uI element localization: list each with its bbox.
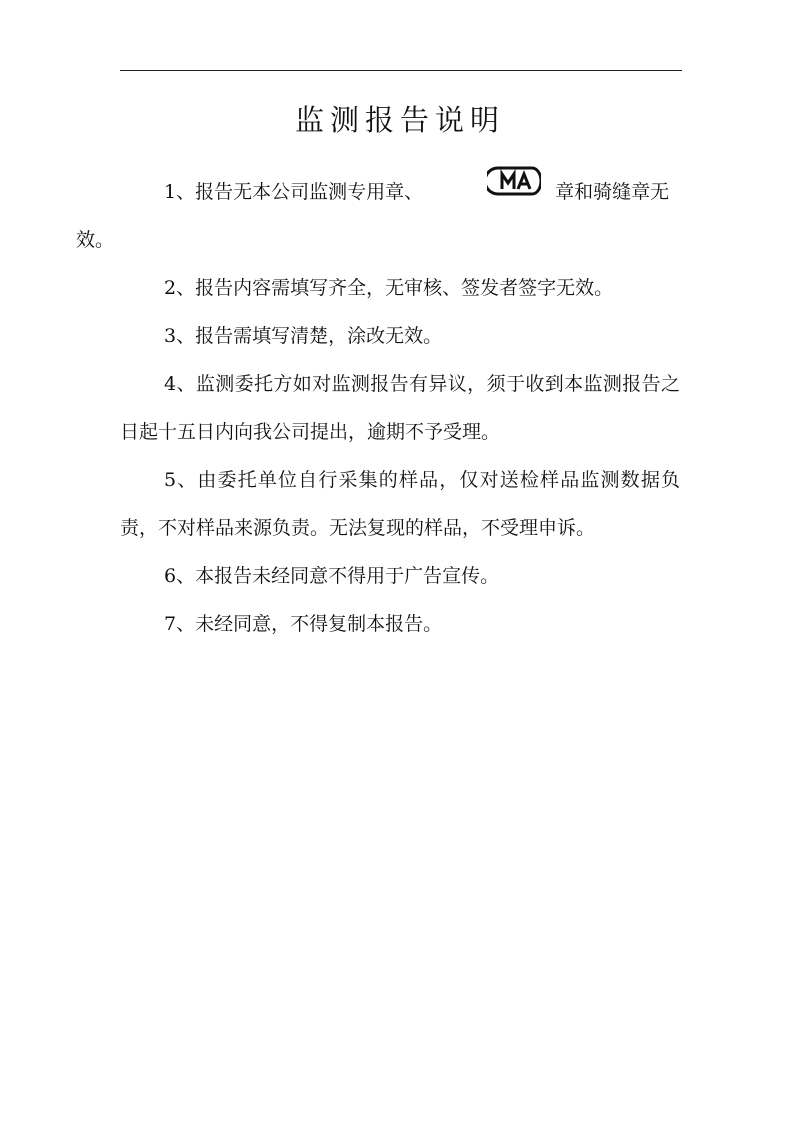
note-item-1-continuation: 效。 bbox=[76, 229, 115, 251]
note-item-1-text-before: 1、报告无本公司监测专用章、 bbox=[164, 181, 424, 203]
cma-seal-graphic bbox=[487, 166, 541, 196]
note-item-4: 4、监测委托方如对监测报告有异议，须于收到本监测报告之日起十五日内向我公司提出，逾期不予受理。 bbox=[120, 373, 680, 443]
note-item-1 bbox=[76, 168, 680, 264]
page-title: 监测报告说明 bbox=[294, 103, 505, 137]
note-item-5: 5、由委托单位自行采集的样品，仅对送检样品监测数据负责，不对样品来源负责。无法复现的样品，不受理申诉。 bbox=[120, 469, 680, 539]
note-item-3: 3、报告需填写清楚，涂改无效。 bbox=[164, 325, 443, 347]
note-item-2: 2、报告内容需填写齐全，无审核、签发者签字无效。 bbox=[164, 277, 614, 299]
note-item-1-first-line bbox=[120, 168, 680, 216]
notes-body bbox=[76, 168, 680, 648]
note-item-1-text-after: 章和骑缝章无 bbox=[555, 181, 670, 203]
header-rule bbox=[120, 70, 682, 71]
note-item-7: 7、未经同意，不得复制本报告。 bbox=[164, 613, 443, 635]
cma-seal-icon bbox=[443, 166, 541, 214]
note-item-6: 6、本报告未经同意不得用于广告宣传。 bbox=[164, 565, 500, 587]
